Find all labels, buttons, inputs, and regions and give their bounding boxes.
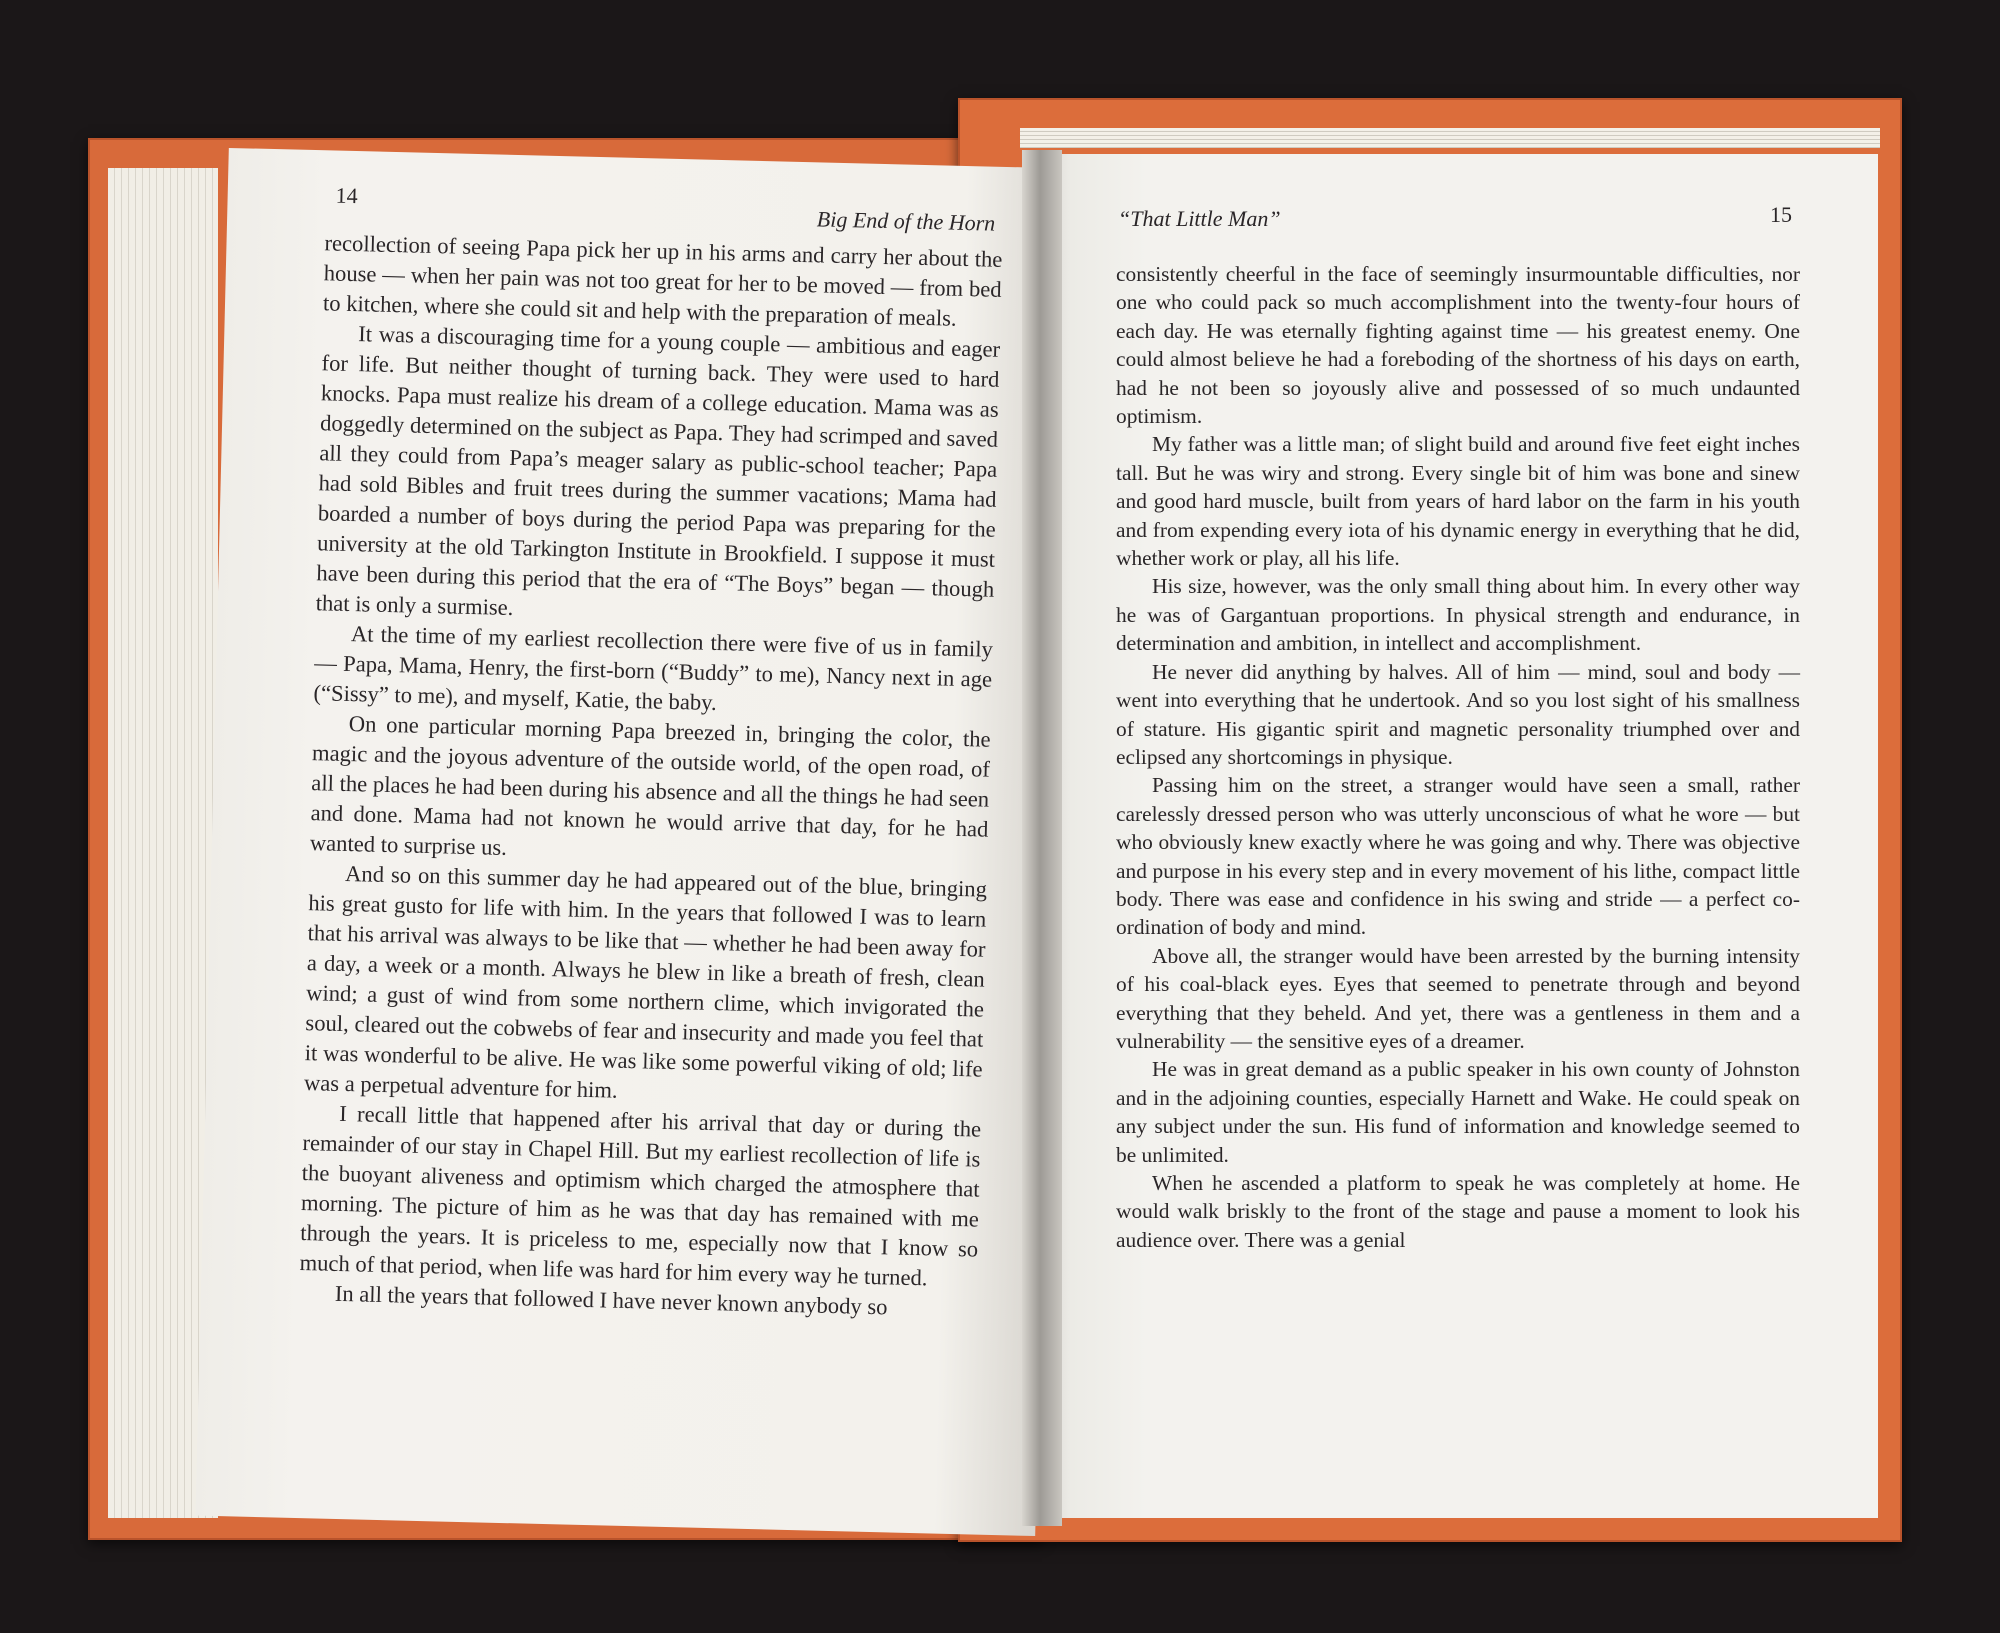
paragraph: When he ascended a platform to speak he was completely at home. He would walk briskly to the front of the stage and pause a moment to look his audience over. There was a genial: [1116, 1171, 1800, 1252]
paragraph: recollection of seeing Papa pick her up in his arms and carry her about the house — when her pain was not too great for her to be moved — from bed to kitchen, where she could sit and help with the preparation of meals.: [322, 230, 1003, 331]
paragraph: And so on this summer day he had appeared out of the blue, bringing his great gusto for life with him. In the years that followed I was to learn that his arrival was always to be like that — whether he had been away for a day, a week or a month. Always he blew in like a breath of fresh, clean wind; a gust of wind from some northern clime, which invigorated the soul, cleared out the cobwebs of fear and insecurity and made you feel that it was wonderful to be alive. He was like some powerful viking of old; life was a perpetual adventure for him.: [303, 861, 988, 1103]
paragraph: My father was a little man; of slight build and around five feet eight inches tall. But he was wiry and strong. Every single bit of him was bone and sinew and good hard muscle, built from years of hard labor on the farm in his youth and from expending every iota of his dynamic energy in everything that he did, whether work or play, all his life.: [1116, 432, 1800, 571]
paragraph: Above all, the stranger would have been arrested by the burning intensity of his coal-black eyes. Eyes that seemed to penetrate through and beyond everything that they beheld. And yet, there was a gentleness in them and a vulnerability — the sensitive eyes of a dreamer.: [1116, 943, 1800, 1053]
page-number: 14: [335, 182, 359, 209]
paragraph: He never did anything by halves. All of him — mind, soul and body — went into everything that he undertook. And so you lost sight of his smallness of stature. His gigantic spirit and magnetic personality triumphed over and eclipsed any shortcomings in physique.: [1116, 659, 1800, 769]
running-head: “That Little Man”: [1118, 206, 1281, 231]
page-body: [299, 228, 1003, 1324]
paragraph: He was in great demand as a public speaker in his own county of Johnston and in the adjoining counties, especially Harnett and Wake. He could speak on any subject under the sun. His fund of information and knowledge seemed to be unlimited.: [1116, 1057, 1800, 1167]
paragraph: In all the years that followed I have never known anybody so: [334, 1280, 888, 1320]
paragraph: On one particular morning Papa breezed in, bringing the color, the magic and the joyous adventure of the outside world, of the open road, of all the places he had been during his absence and all the things he had seen and done. Mama had not known he would arrive that day, for he had wanted to surprise us.: [309, 711, 991, 860]
paragraph: It was a discouraging time for a young couple — ambitious and eager for life. But neither thought of turning back. They were used to hard knocks. Papa must realize his dream of a college education. Mama was as doggedly determined on the subject as Papa. They had scrimped and saved all they could from Papa’s meager salary as public-school teacher; Papa had sold Bibles and fruit trees during the summer vacations; Mama had boarded a number of boys during the period Papa was preparing for the university at the old Tarkington Institute in Brookfield. I suppose it must have been during this period that the era of “The Boys” began — though that is only a surmise.: [315, 321, 1001, 621]
page-body: [1116, 260, 1800, 1254]
paragraph: I recall little that happened after his arrival that day or during the remainder of our stay in Chapel Hill. But my earliest recollection of life is the buoyant aliveness and optimism which charged the atmosphere that morning. The picture of him as he was that day has remained with me through the years. It is priceless to me, especially now that I know so much of that period, when life was hard for him every way he turned.: [299, 1100, 982, 1291]
running-head: Big End of the Horn: [816, 206, 996, 236]
left-page: [195, 148, 1068, 1536]
paragraph: At the time of my earliest recollection there were five of us in family — Papa, Mama, Henry, the first-born (“Buddy” to me), Nancy next in age (“Sissy” to me), and myself, Katie, the baby.: [313, 621, 994, 716]
paragraph: Passing him on the street, a stranger would have seen a small, rather carelessly dressed person who was utterly unconscious of what he wore — but who obviously knew exactly where he was going and why. There was objective and purpose in his every step and in every movement of his lithe, compact little body. There was ease and confidence in his swing and stride — a perfect co-ordination of body and mind.: [1116, 773, 1800, 940]
paragraph: consistently cheerful in the face of seemingly insurmountable difficulties, nor one who could pack so much accomplishment into the twenty-four hours of each day. He was eternally fighting against time — his greatest enemy. One could almost believe he had a foreboding of the shortness of his days on earth, had he not been so joyously alive and possessed of so much undaunted optimism.: [1116, 262, 1800, 429]
right-page: [1028, 154, 1878, 1518]
paragraph: His size, however, was the only small thing about him. In every other way he was of Gargantuan proportions. In physical strength and endurance, in determination and ambition, in intellect and accomplishment.: [1116, 574, 1800, 656]
book-gutter: [1022, 150, 1062, 1526]
page-number: 15: [1770, 202, 1792, 227]
page-edges-top: [1020, 128, 1880, 148]
